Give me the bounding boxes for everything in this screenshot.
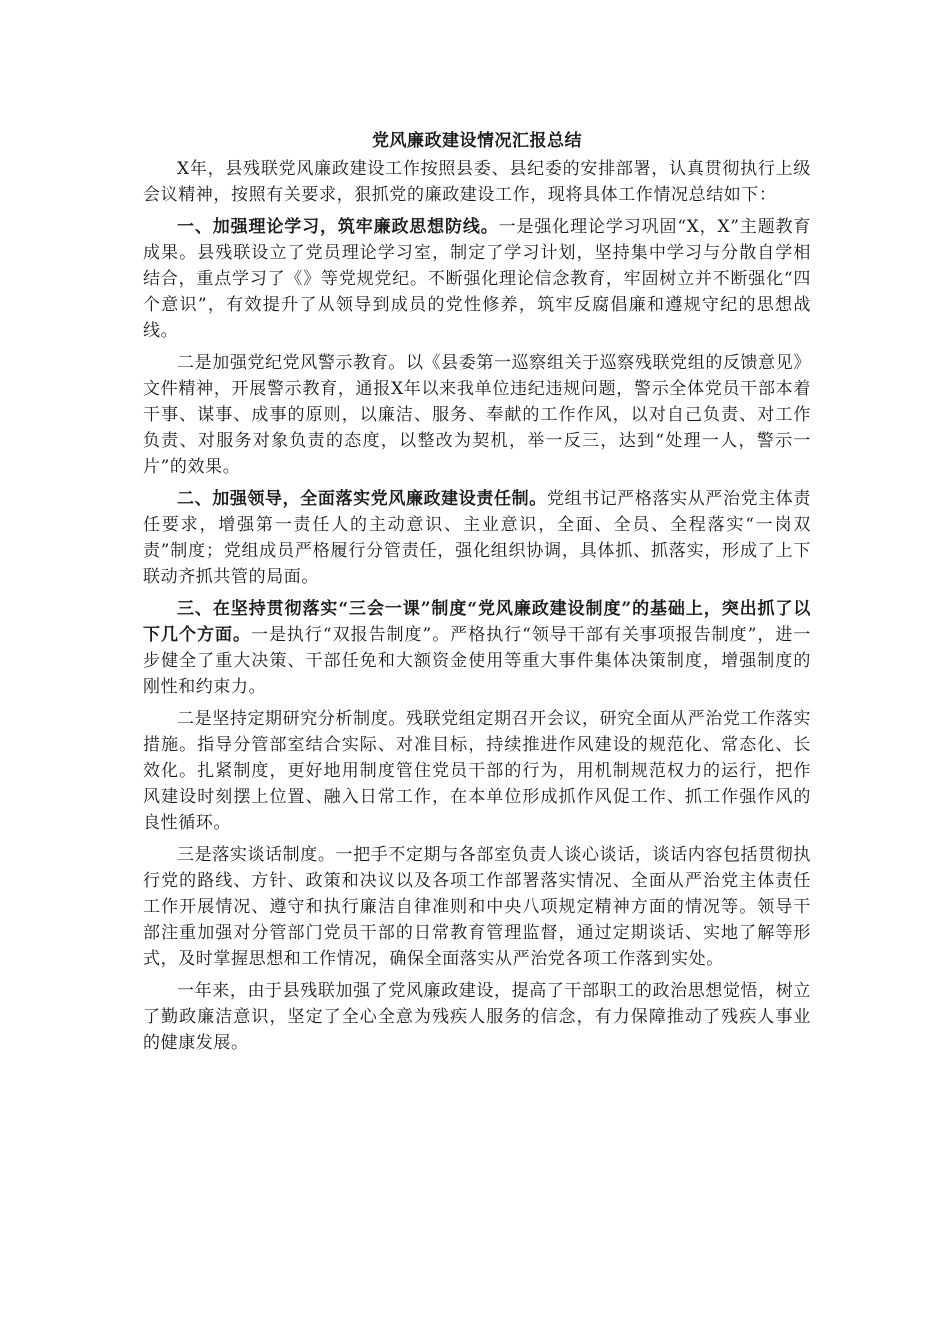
paragraph-lead: 一、加强理论学习，筑牢廉政思想防线。 xyxy=(177,217,499,237)
paragraph-conclusion xyxy=(143,978,811,1056)
document-page xyxy=(143,128,811,1056)
paragraph-text: 一是执行“双报告制度”。严格执行“领导干部有关事项报告制度”，进一步健全了重大决策、干部任免和大额资金使用等重大事件集体决策制度，增强制度的刚性和约束力。 xyxy=(143,625,812,697)
paragraph-section-3-item-3 xyxy=(143,842,811,972)
paragraph-section-1-item-2 xyxy=(143,350,811,480)
paragraph-text: 一是强化理论学习巩固“X，X”主题教育成果。县残联设立了党员理论学习室，制定了学习计划，坚持集中学习与分散自学相结合，重点学习了《》等党规党纪。不断强化理论信念教育，牢固树立并不断强化“四个意识”，有效提升了从领导到成员的党性修养，筑牢反腐倡廉和遵规守纪的思想战线。 xyxy=(143,217,811,341)
paragraph-text: X年，县残联党风廉政建设工作按照县委、县纪委的安排部署，认真贯彻执行上级会议精神，按照有关要求，狠抓党的廉政建设工作，现将具体工作情况总结如下： xyxy=(143,159,811,205)
paragraph-section-3 xyxy=(143,596,811,700)
paragraph-intro xyxy=(143,156,811,208)
paragraph-section-2 xyxy=(143,486,811,590)
document-title: 党风廉政建设情况汇报总结 xyxy=(372,131,582,151)
paragraph-text: 二是加强党纪党风警示教育。以《县委第一巡察组关于巡察残联党组的反馈意见》文件精神，开展警示教育，通报X年以来我单位违纪违规问题，警示全体党员干部本着干事、谋事、成事的原则，以廉洁、服务、奉献的工作作风，以对自己负责、对工作负责、对服务对象负责的态度，以整改为契机，举一反三，达到“处理一人，警示一片”的效果。 xyxy=(143,353,811,477)
paragraph-section-3-item-2 xyxy=(143,706,811,836)
paragraph-text: 党组书记严格落实从严治党主体责任要求，增强第一责任人的主动意识、主业意识，全面、全员、全程落实“一岗双责”制度；党组成员严格履行分管责任，强化组织协调，具体抓、抓落实，形成了上下联动齐抓共管的局面。 xyxy=(143,489,811,587)
paragraph-section-1 xyxy=(143,214,811,344)
paragraph-text: 三是落实谈话制度。一把手不定期与各部室负责人谈心谈话，谈话内容包括贯彻执行党的路线、方针、政策和决议以及各项工作部署落实情况、全面从严治党主体责任工作开展情况、遵守和执行廉洁自律准则和中央八项规定精神方面的情况等。领导干部注重加强对分管部门党员干部的日常教育管理监督，通过定期谈话、实地了解等形式，及时掌握思想和工作情况，确保全面落实从严治党各项工作落到实处。 xyxy=(143,845,811,969)
paragraph-text: 一年来，由于县残联加强了党风廉政建设，提高了干部职工的政治思想觉悟，树立了勤政廉洁意识，坚定了全心全意为残疾人服务的信念，有力保障推动了残疾人事业的健康发展。 xyxy=(143,981,811,1053)
paragraph-text: 二是坚持定期研究分析制度。残联党组定期召开会议，研究全面从严治党工作落实措施。指导分管部室结合实际、对准目标，持续推进作风建设的规范化、常态化、长效化。扎紧制度，更好地用制度管住党员干部的行为，用机制规范权力的运行，把作风建设时刻摆上位置、融入日常工作，在本单位形成抓作风促工作、抓工作强作风的良性循环。 xyxy=(143,709,811,833)
paragraph-lead: 二、加强领导，全面落实党风廉政建设责任制。 xyxy=(177,489,547,509)
paragraph-lead: 三、在坚持贯彻落实“三会一课”制度“党风廉政建设制度”的基础上，突出抓了以下几个方面。 xyxy=(143,599,811,645)
